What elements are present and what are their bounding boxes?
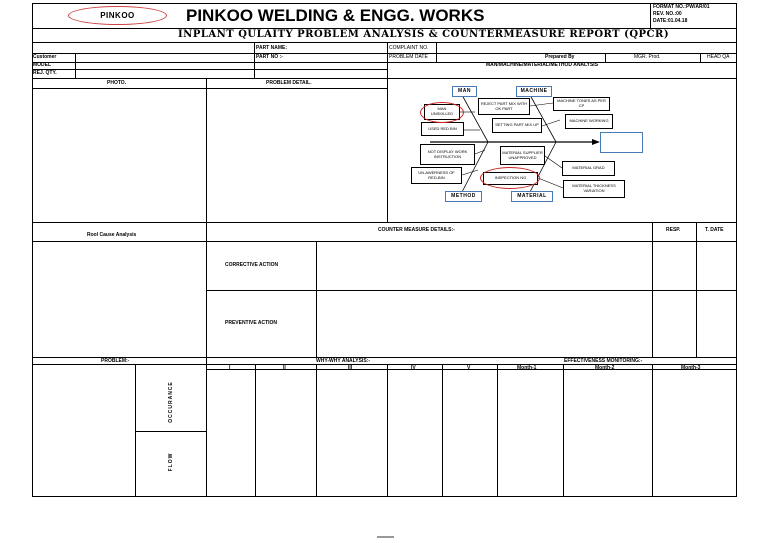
part-name-label: PART NAME: (256, 45, 288, 51)
inspection-ng-box: INSPECTION NG (483, 172, 538, 185)
effectiveness-heading: EFFECTIVENESS MONITORING:- (564, 358, 643, 364)
blank-head-box (600, 132, 643, 153)
why-col-2: II (283, 365, 286, 371)
occurance-label: OCCURANCE (168, 381, 174, 423)
machine-working-box: MACHINE WORKING (565, 114, 613, 129)
machine-label: MACHINE (516, 86, 552, 97)
used-red-bin-box: USED RED BIN (421, 122, 464, 136)
why-col-4: IV (411, 365, 416, 371)
head-qa-label: HEAD QA (707, 54, 730, 60)
analysis-title: MAN/MACHINE/MATERIAL/METHOD ANALYSIS (486, 62, 599, 68)
why-col-5: V (467, 365, 471, 371)
form-date: DATE:01.04.18 (653, 18, 688, 24)
why-col-1: I (229, 365, 231, 371)
part-no-label: PART NO :- (256, 54, 283, 60)
man-unskilled-highlight (420, 102, 464, 123)
mgr-prod-label: MGR. Prod. (634, 54, 661, 60)
setting-part-mix-box: SETTING PART MIX UP (492, 118, 542, 133)
company-name: PINKOO WELDING & ENGG. WORKS (186, 6, 485, 25)
material-supplier-box: MATERIAL SUPPLIER UNAPPROVED (500, 146, 545, 165)
month-2: Month-2 (595, 365, 615, 371)
unawareness-red-bin-box: UN-AWERNESS OF RED-BIN (411, 167, 462, 184)
method-label: METHOD (445, 191, 482, 202)
format-no: FORMAT NO.:PW/AR/01 (653, 4, 710, 10)
rej-qty-label: REJ. QTY. (33, 70, 57, 76)
model-label: MODEL (33, 62, 52, 68)
root-cause-heading: Rool Cause Analysis (87, 232, 137, 238)
prepared-by-label: Prepared By (545, 54, 575, 60)
month-1: Month-1 (517, 365, 537, 371)
photo-heading: PHOTO. (107, 80, 127, 86)
page-scroll-indicator (377, 536, 394, 538)
logo-text: PINKOO (100, 11, 135, 20)
reject-part-mix-box: REJECT PART MIX WITH OK PART (478, 98, 530, 115)
man-unskilled-box: MAN UNSKILLED (424, 104, 460, 120)
problem-heading: PROBLEM:- (101, 358, 130, 364)
problem-date-label: PROBLEM DATE (389, 54, 428, 60)
resp-heading: RESP. (666, 227, 681, 233)
preventive-action-label: PREVENTIVE ACTION (225, 320, 278, 326)
month-3: Month-3 (681, 365, 701, 371)
man-label: MAN (452, 86, 477, 97)
machine-tonnes-box: MACHINE TONES AS PER CP (553, 97, 610, 111)
complaint-no-label: COMPLAINT NO. (389, 45, 429, 51)
t-date-heading: T. DATE (705, 227, 724, 233)
material-thickness-box: MATERIAL THICKNESS VARIATION (563, 180, 625, 198)
rev-no: REV. NO.:00 (653, 11, 682, 17)
why-col-3: III (348, 365, 353, 371)
customer-label: Customer (33, 54, 57, 60)
flow-label: FLOW (168, 452, 174, 472)
material-grade-box: MATERIAL GRAD (562, 161, 615, 176)
why-why-heading: WHY-WHY ANALYSIS:- (316, 358, 370, 364)
not-display-instruction-box: NOT DISPLAY WORK INSTRUCTION (420, 144, 475, 165)
problem-detail-heading: PROBLEM DETAIL. (266, 80, 312, 86)
report-title: INPLANT QULAITY PROBLEM ANALYSIS & COUNTERMEASURE REPORT (QPCR) (178, 29, 670, 40)
corrective-action-label: CORRECTIVE ACTION (225, 262, 279, 268)
countermeasure-heading: COUNTER MEASURE DETAILS:- (378, 227, 455, 233)
material-label: MATERIAL (511, 191, 553, 202)
inspection-ng-highlight (480, 167, 540, 189)
